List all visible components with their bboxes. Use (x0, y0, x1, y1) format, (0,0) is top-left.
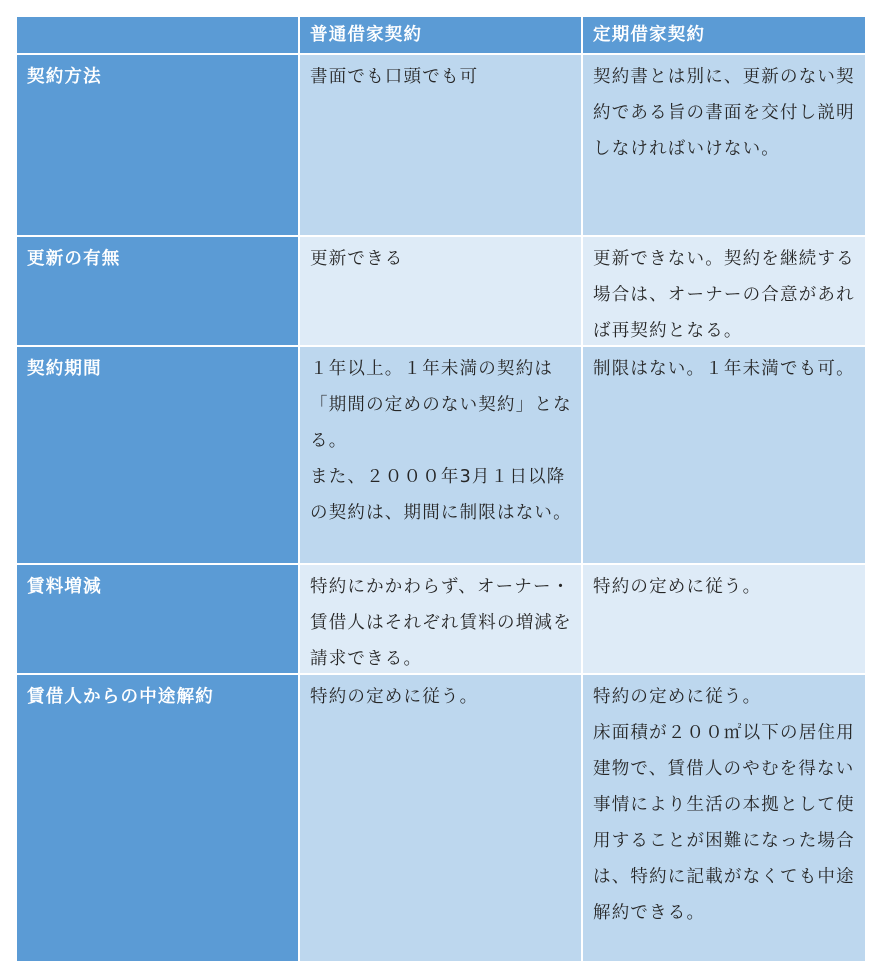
cell-ordinary-early-termination: 特約の定めに従う。 (300, 675, 583, 963)
row-label-renewal: 更新の有無 (17, 237, 300, 347)
cell-ordinary-contract-method: 書面でも口頭でも可 (300, 55, 583, 237)
row-label-rent-change: 賃料増減 (17, 565, 300, 675)
row-label-contract-method: 契約方法 (17, 55, 300, 237)
table-row (17, 237, 865, 347)
cell-fixed-renewal: 更新できない。契約を継続する場合は、オーナーの合意があれば再契約となる。 (583, 237, 865, 347)
table-row (17, 55, 865, 237)
header-fixed-term-lease: 定期借家契約 (583, 17, 865, 55)
cell-fixed-rent-change: 特約の定めに従う。 (583, 565, 865, 675)
cell-ordinary-contract-period: １年以上。１年未満の契約は「期間の定めのない契約」となる。 また、２０００年3月１日以降の契約は、期間に制限はない。 (300, 347, 583, 565)
table-row (17, 347, 865, 565)
cell-ordinary-rent-change: 特約にかかわらず、オーナー・賃借人はそれぞれ賃料の増減を請求できる。 (300, 565, 583, 675)
cell-ordinary-renewal: 更新できる (300, 237, 583, 347)
header-blank (17, 17, 300, 55)
table-header-row (17, 17, 865, 55)
row-label-early-termination: 賃借人からの中途解約 (17, 675, 300, 963)
cell-fixed-contract-method: 契約書とは別に、更新のない契約である旨の書面を交付し説明しなければいけない。 (583, 55, 865, 237)
header-ordinary-lease: 普通借家契約 (300, 17, 583, 55)
cell-fixed-contract-period: 制限はない。１年未満でも可。 (583, 347, 865, 565)
comparison-table (17, 17, 865, 963)
table-row (17, 565, 865, 675)
cell-fixed-early-termination: 特約の定めに従う。 床面積が２００㎡以下の居住用建物で、賃借人のやむを得ない事情により生活の本拠として使用することが困難になった場合は、特約に記載がなくても中途解約できる。 (583, 675, 865, 963)
table-row (17, 675, 865, 963)
row-label-contract-period: 契約期間 (17, 347, 300, 565)
